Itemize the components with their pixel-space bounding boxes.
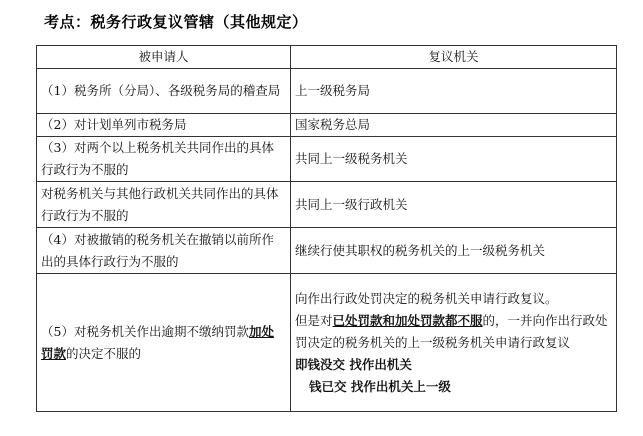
page-title: 考点：税务行政复议管辖（其他规定） <box>44 13 308 31</box>
respondent-cell: 对税务机关与其他行政机关共同作出的具体行政行为不服的 <box>37 182 291 228</box>
note-unpaid: 即钱没交 找作出机关 <box>295 356 412 372</box>
table-row <box>37 228 617 274</box>
authority-line-2-prefix: 但是对 <box>295 312 333 328</box>
table-row <box>37 274 617 412</box>
table-header-row <box>37 46 617 69</box>
respondent-cell: （3）对两个以上税务机关共同作出的具体行政行为不服的 <box>37 137 291 182</box>
review-authority-cell: 上一级税务局 <box>291 69 617 114</box>
authority-line-1: 向作出行政处罚决定的税务机关申请行政复议。 <box>295 290 558 306</box>
respondent-cell: （1）税务所（分局）、各级税务局的稽查局 <box>37 69 291 114</box>
table-row <box>37 114 617 137</box>
review-authority-cell: 国家税务总局 <box>291 114 617 137</box>
authority-line-2-suffix: 的，一并向作出行政处罚决定的税务机关的上一级税务机关申请行政复议 <box>295 312 608 350</box>
jurisdiction-table <box>36 45 617 412</box>
respondent-text-prefix: （5）对税务机关作出逾期不缴纳罚款 <box>41 323 249 339</box>
respondent-cell: （4）对被撤销的税务机关在撤销以前所作出的具体行政行为不服的 <box>37 228 291 274</box>
table-row <box>37 137 617 182</box>
note-paid-wrapper <box>295 376 612 398</box>
authority-line-2-emphasis: 已处罚款和加处罚款都不服 <box>332 312 483 328</box>
table-row <box>37 69 617 114</box>
respondent-text-emphasis: 加处罚款 <box>41 323 274 361</box>
respondent-cell: （2）对计划单列市税务局 <box>37 114 291 137</box>
review-authority-cell: 共同上一级行政机关 <box>291 182 617 228</box>
review-authority-cell: 共同上一级税务机关 <box>291 137 617 182</box>
respondent-text-suffix: 的决定不服的 <box>66 345 142 361</box>
review-authority-cell: 继续行使其职权的税务机关的上一级税务机关 <box>291 228 617 274</box>
review-authority-cell <box>291 274 617 412</box>
column-header-review-authority: 复议机关 <box>291 46 617 69</box>
table-row <box>37 182 617 228</box>
column-header-respondent: 被申请人 <box>37 46 291 69</box>
respondent-cell <box>37 274 291 412</box>
note-paid: 钱已交 找作出机关上一级 <box>309 378 451 394</box>
authority-line-2 <box>295 310 612 354</box>
